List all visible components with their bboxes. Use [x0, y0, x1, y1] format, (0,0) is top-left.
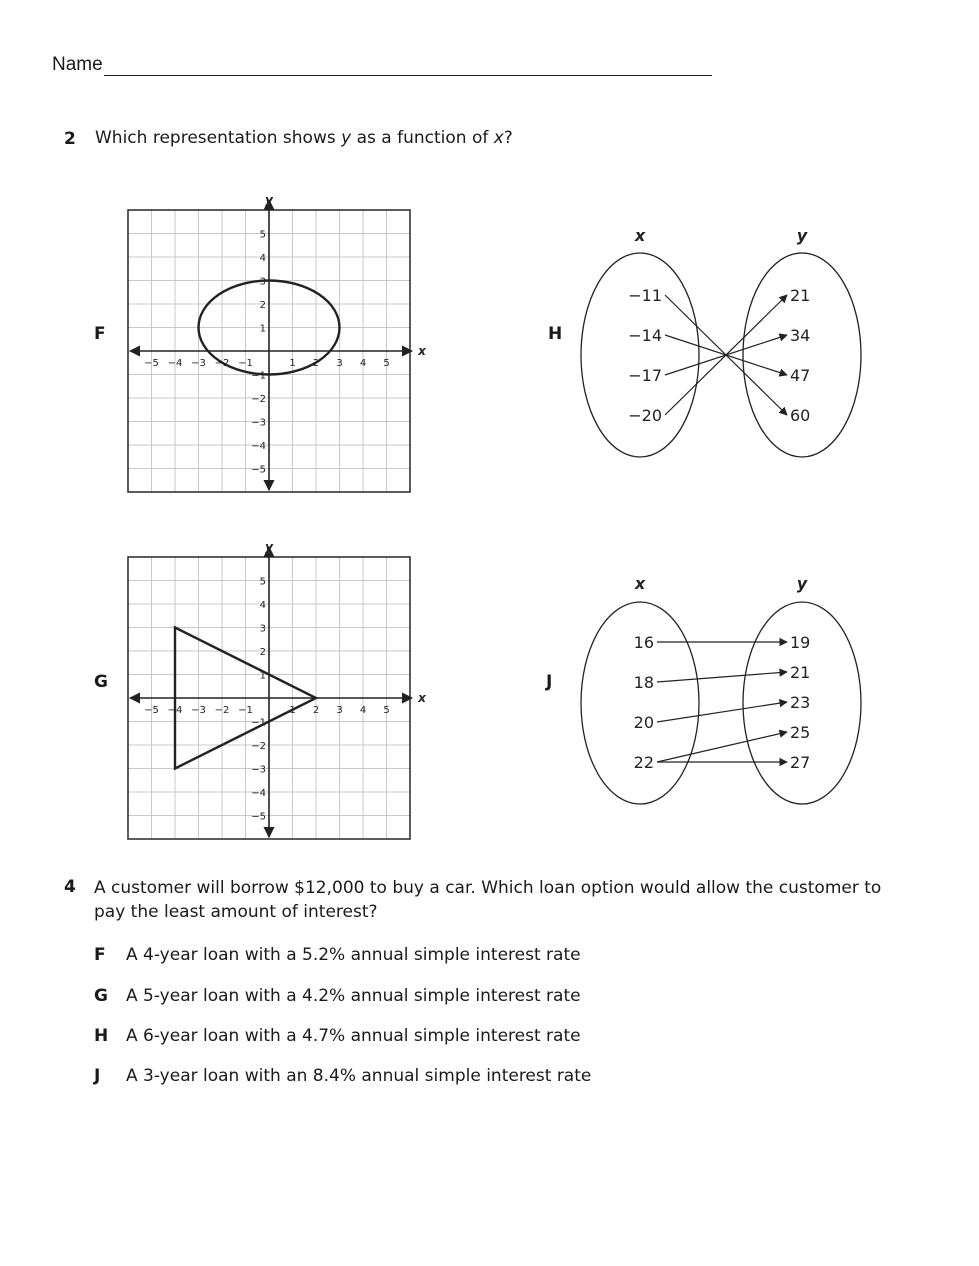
y-axis-label: y — [265, 193, 273, 207]
option-text-H[interactable]: A 6-year loan with a 4.7% annual simple interest rate — [126, 1026, 581, 1046]
mapping-H — [581, 226, 861, 457]
option-letter-H[interactable]: H — [94, 1026, 109, 1046]
question-4-text — [94, 876, 881, 924]
range-value: 21 — [790, 286, 811, 305]
option-text-J[interactable]: A 3-year loan with an 8.4% annual simple interest rate — [126, 1066, 592, 1086]
option-letter-J[interactable]: J — [94, 1066, 101, 1086]
mapping-arrow — [657, 732, 787, 762]
y-tick-label: −4 — [251, 788, 266, 799]
x-tick-label: 5 — [383, 358, 390, 369]
y-tick-label: −5 — [251, 811, 266, 823]
range-value: 60 — [790, 406, 811, 425]
domain-value: 16 — [633, 633, 654, 652]
y-tick-label: 5 — [259, 229, 266, 241]
range-header: y — [796, 226, 808, 245]
domain-value: −14 — [628, 326, 662, 345]
y-tick-label: 4 — [259, 600, 266, 611]
range-value: 23 — [790, 693, 811, 712]
x-tick-label: 4 — [359, 358, 367, 369]
y-tick-label: −5 — [251, 464, 266, 476]
y-tick-label: −1 — [251, 717, 266, 729]
range-oval — [743, 253, 861, 457]
option-text-F[interactable]: A 4-year loan with a 5.2% annual simple interest rate — [126, 945, 581, 965]
y-tick-label: 1 — [259, 323, 266, 335]
mapping-J — [581, 574, 861, 804]
x-tick-label: −2 — [214, 705, 230, 716]
option-letter-G[interactable]: G — [94, 986, 108, 1006]
question-4-line-1: A customer will borrow $12,000 to buy a car. Which loan option would allow the customer to — [94, 878, 882, 898]
y-axis-label: y — [265, 540, 273, 554]
domain-value: −11 — [628, 286, 662, 305]
domain-header: x — [634, 226, 646, 245]
x-axis-label: x — [418, 691, 426, 705]
x-tick-label: −5 — [144, 705, 159, 716]
option-letter-F[interactable]: F — [94, 945, 106, 965]
q2-text-c: ? — [503, 128, 513, 148]
y-tick-label: 2 — [259, 647, 266, 658]
option-text-G[interactable]: A 5-year loan with a 4.2% annual simple interest rate — [126, 986, 581, 1006]
choice-label-H[interactable]: H — [548, 324, 563, 344]
range-value: 19 — [790, 633, 811, 652]
y-tick-label: −4 — [251, 441, 266, 452]
y-tick-label: 3 — [259, 623, 266, 635]
x-tick-label: −4 — [167, 705, 183, 716]
choice-label-G[interactable]: G — [94, 672, 108, 692]
domain-oval — [581, 253, 699, 457]
domain-value: −17 — [628, 366, 662, 385]
x-tick-label: −1 — [238, 705, 253, 716]
x-tick-label: −2 — [214, 358, 230, 369]
x-tick-label: 5 — [383, 705, 390, 716]
range-value: 25 — [790, 723, 811, 742]
q2-var-x: x — [493, 128, 504, 148]
x-tick-label: 3 — [336, 358, 343, 369]
y-tick-label: 2 — [259, 300, 266, 311]
question-4-number: 4 — [64, 877, 76, 897]
y-tick-label: 3 — [259, 276, 266, 288]
y-tick-label: −3 — [251, 417, 266, 429]
q2-text-b: as a function of — [351, 128, 494, 148]
domain-value: 18 — [633, 673, 654, 692]
y-tick-label: 1 — [259, 670, 266, 682]
range-value: 47 — [790, 366, 811, 385]
y-tick-label: 4 — [259, 253, 266, 264]
q2-var-y: y — [341, 128, 352, 148]
y-tick-label: −2 — [251, 741, 266, 752]
question-4-line-2: pay the least amount of interest? — [94, 902, 378, 922]
x-tick-label: 2 — [312, 358, 320, 369]
y-tick-label: 5 — [259, 576, 266, 588]
x-tick-label: −5 — [144, 358, 159, 369]
y-tick-label: −1 — [251, 370, 266, 382]
x-tick-label: −4 — [167, 358, 183, 369]
x-tick-label: 3 — [336, 705, 343, 716]
x-tick-label: −1 — [238, 358, 253, 369]
choice-label-F[interactable]: F — [94, 324, 106, 344]
x-axis-label: x — [418, 344, 426, 358]
range-value: 34 — [790, 326, 811, 345]
name-label: Name — [52, 54, 103, 75]
domain-value: 22 — [633, 753, 654, 772]
x-tick-label: 2 — [312, 705, 320, 716]
domain-header: x — [634, 574, 646, 593]
mapping-arrow — [657, 702, 787, 722]
question-2-number: 2 — [64, 129, 76, 149]
graph-G — [128, 540, 427, 839]
q2-text-a: Which representation shows — [95, 128, 342, 148]
x-tick-label: 1 — [289, 358, 296, 369]
range-value: 21 — [790, 663, 811, 682]
domain-value: 20 — [633, 713, 654, 732]
choice-label-J[interactable]: J — [546, 672, 553, 692]
range-header: y — [796, 574, 808, 593]
domain-value: −20 — [628, 406, 662, 425]
x-tick-label: 1 — [289, 705, 296, 716]
x-tick-label: −3 — [191, 358, 206, 369]
y-tick-label: −3 — [251, 764, 266, 776]
x-tick-label: −3 — [191, 705, 206, 716]
x-tick-label: 4 — [359, 705, 367, 716]
y-tick-label: −2 — [251, 394, 266, 405]
range-value: 27 — [790, 753, 811, 772]
mapping-arrow — [657, 672, 787, 682]
graph-F — [128, 193, 427, 492]
